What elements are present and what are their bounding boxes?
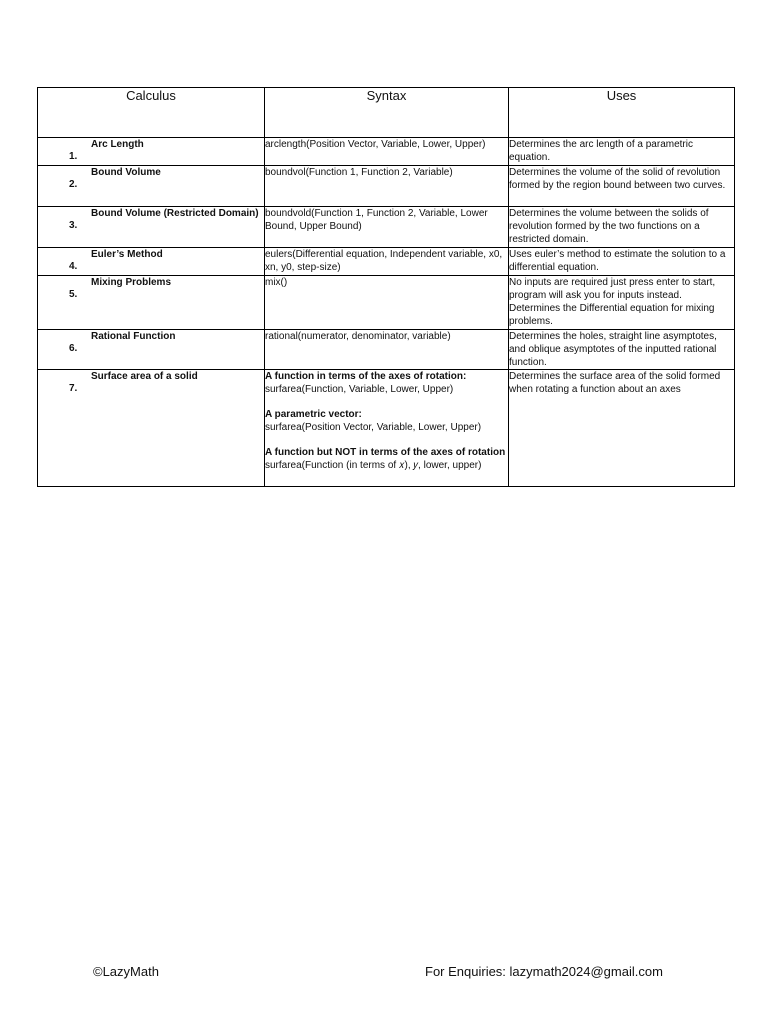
calculus-cell (38, 248, 265, 276)
row-number: 4. (69, 261, 78, 272)
footer-enquiries: For Enquiries: lazymath2024@gmail.com (425, 964, 663, 979)
syntax-cell (265, 207, 509, 248)
table-row (38, 207, 735, 248)
table-row (38, 248, 735, 276)
syntax-block (265, 446, 508, 472)
syntax-heading: A function in terms of the axes of rotation: (265, 371, 467, 382)
calculus-cell (38, 330, 265, 370)
syntax-text: eulers(Differential equation, Independent variable, x0, xn, y0, step-size) (265, 249, 503, 273)
table-row (38, 138, 735, 166)
function-name: Rational Function (91, 331, 176, 342)
syntax-text: rational(numerator, denominator, variable) (265, 331, 451, 342)
uses-cell: Determines the arc length of a parametric equation. (509, 138, 735, 166)
function-name: Surface area of a solid (91, 371, 198, 382)
header-uses: Uses (509, 88, 735, 138)
calculus-cell (38, 138, 265, 166)
table-row (38, 370, 735, 487)
table-row (38, 330, 735, 370)
function-name: Bound Volume (91, 167, 161, 178)
uses-cell: Determines the volume between the solids of revolution formed by the two functions on a restricted domain. (509, 207, 735, 248)
uses-cell: Uses euler’s method to estimate the solution to a differential equation. (509, 248, 735, 276)
calculus-cell (38, 207, 265, 248)
calculus-cell (38, 276, 265, 330)
row-number: 3. (69, 220, 78, 231)
table-row (38, 166, 735, 207)
syntax-text: boundvol(Function 1, Function 2, Variable) (265, 167, 453, 178)
calculus-cell (38, 370, 265, 487)
syntax-block (265, 408, 508, 434)
syntax-block (265, 370, 508, 396)
syntax-text: surfarea(Position Vector, Variable, Lower, Upper) (265, 422, 482, 433)
row-number: 5. (69, 289, 78, 300)
function-name: Euler’s Method (91, 249, 163, 260)
header-syntax: Syntax (265, 88, 509, 138)
row-number: 7. (69, 383, 78, 394)
uses-cell: Determines the surface area of the solid formed when rotating a function about an axes (509, 370, 735, 487)
syntax-cell (265, 330, 509, 370)
calculus-cell (38, 166, 265, 207)
syntax-cell (265, 370, 509, 487)
syntax-heading: A function but NOT in terms of the axes of rotation (265, 447, 506, 458)
uses-cell: No inputs are required just press enter to start, program will ask you for inputs instead. Determines the Differential equation for mixing problems. (509, 276, 735, 330)
footer-copyright: ©LazyMath (93, 964, 159, 979)
syntax-text: surfarea(Function, Variable, Lower, Upper) (265, 384, 454, 395)
syntax-heading: A parametric vector: (265, 409, 362, 420)
row-number: 1. (69, 151, 78, 162)
function-name: Arc Length (91, 139, 144, 150)
syntax-text: mix() (265, 277, 288, 288)
uses-cell: Determines the volume of the solid of revolution formed by the region bound between two curves. (509, 166, 735, 207)
syntax-text: arclength(Position Vector, Variable, Lower, Upper) (265, 139, 486, 150)
table-row (38, 276, 735, 330)
function-name: Bound Volume (Restricted Domain) (91, 208, 259, 219)
function-name: Mixing Problems (91, 277, 172, 288)
calculus-functions-table (37, 87, 735, 487)
header-calculus: Calculus (38, 88, 265, 138)
row-number: 6. (69, 343, 78, 354)
syntax-cell (265, 276, 509, 330)
syntax-cell (265, 248, 509, 276)
syntax-text: surfarea(Function (in terms of 𝑥), 𝑦, lower, upper) (265, 460, 482, 471)
table-header-row (38, 88, 735, 138)
syntax-cell (265, 138, 509, 166)
syntax-text: boundvold(Function 1, Function 2, Variable, Lower Bound, Upper Bound) (265, 208, 488, 232)
syntax-cell (265, 166, 509, 207)
row-number: 2. (69, 179, 78, 190)
uses-cell: Determines the holes, straight line asymptotes, and oblique asymptotes of the inputted rational function. (509, 330, 735, 370)
